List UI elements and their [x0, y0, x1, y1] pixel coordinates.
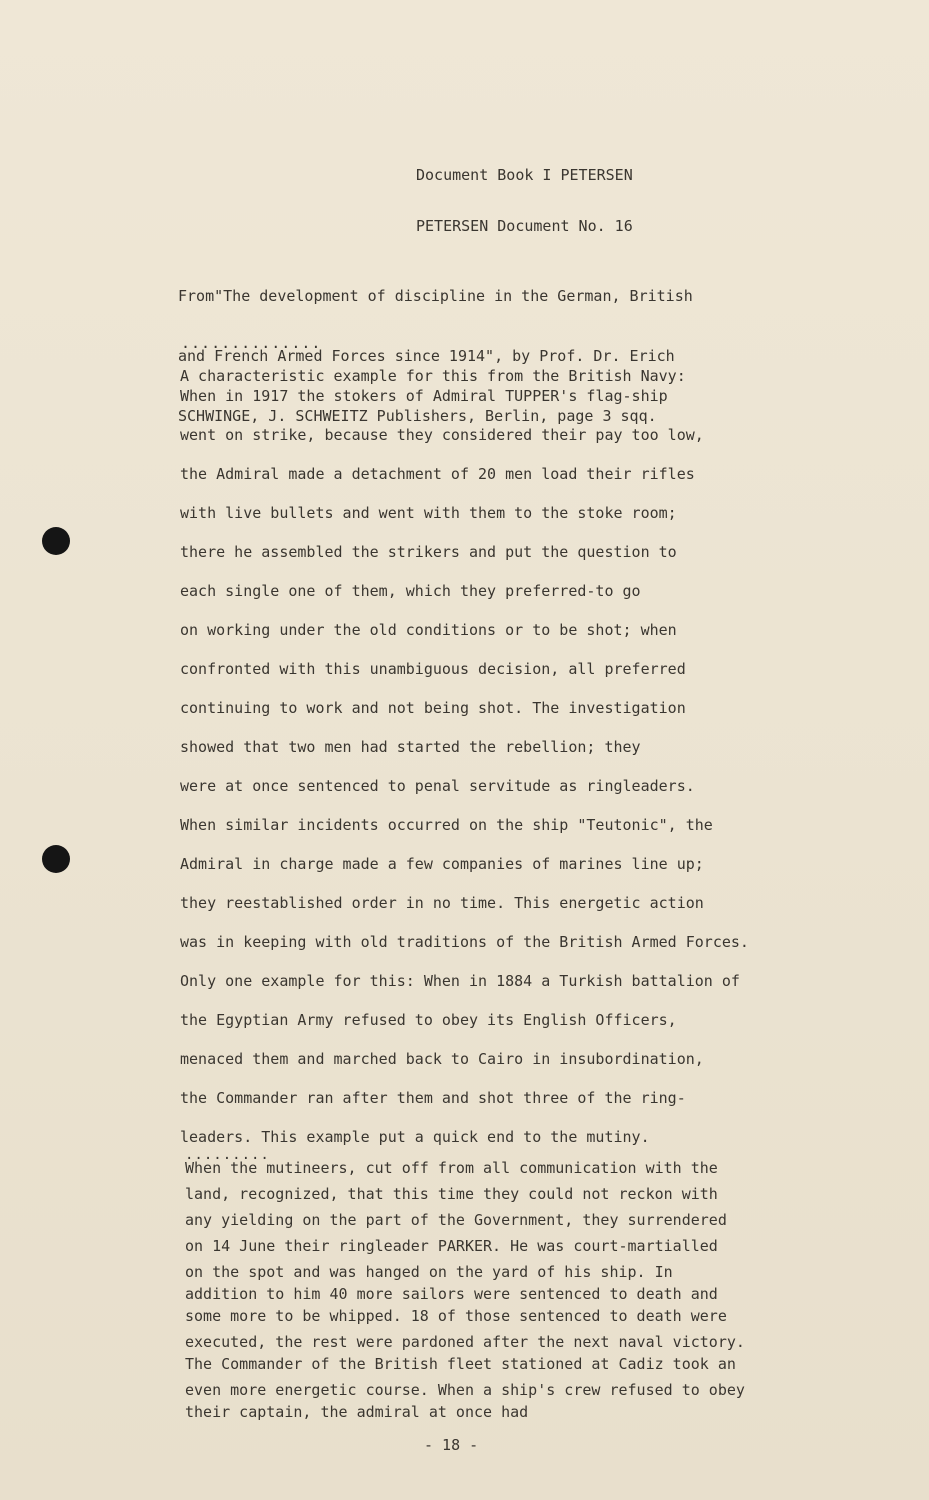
- text-line: even more energetic course. When a ship's crew refused to obey: [185, 1381, 745, 1399]
- text-line: The Commander of the British fleet stationed at Cadiz took an: [185, 1355, 736, 1373]
- separator-dots: ..............: [181, 334, 322, 352]
- text-line: they reestablished order in no time. This energetic action: [180, 894, 704, 912]
- text-line: were at once sentenced to penal servitude as ringleaders.: [180, 777, 695, 795]
- text-line: on the spot and was hanged on the yard of his ship. In: [185, 1263, 673, 1281]
- paragraph-main: [180, 366, 800, 1166]
- text-line: some more to be whipped. 18 of those sentenced to death were: [185, 1307, 727, 1325]
- text-line: leaders. This example put a quick end to the mutiny.: [180, 1128, 650, 1146]
- text-line: When similar incidents occurred on the ship "Teutonic", the: [180, 816, 713, 834]
- text-line: A characteristic example for this from the British Navy:: [180, 367, 686, 385]
- text-line: the Commander ran after them and shot three of the ring-: [180, 1089, 686, 1107]
- text-line: land, recognized, that this time they could not reckon with: [185, 1185, 718, 1203]
- paragraph-continued: [185, 1158, 805, 1428]
- text-line: their captain, the admiral at once had: [185, 1403, 529, 1421]
- text-line: each single one of them, which they preferred-to go: [180, 582, 641, 600]
- citation-line: and French Armed Forces since 1914", by Prof. Dr. Erich: [178, 347, 675, 365]
- text-line: was in keeping with old traditions of the British Armed Forces.: [180, 933, 749, 951]
- punch-hole: [42, 527, 70, 555]
- text-line: menaced them and marched back to Cairo in insubordination,: [180, 1050, 704, 1068]
- header-line: PETERSEN Document No. 16: [416, 217, 633, 235]
- citation-line: SCHWINGE, J. SCHWEITZ Publishers, Berlin, page 3 sqq.: [178, 407, 657, 425]
- text-line: went on strike, because they considered their pay too low,: [180, 426, 704, 444]
- text-line: the Egyptian Army refused to obey its English Officers,: [180, 1011, 677, 1029]
- text-line: confronted with this unambiguous decision, all preferred: [180, 660, 686, 678]
- text-line: Admiral in charge made a few companies of marines line up;: [180, 855, 704, 873]
- text-line: When the mutineers, cut off from all communication with the: [185, 1159, 718, 1177]
- text-line: executed, the rest were pardoned after the next naval victory.: [185, 1333, 745, 1351]
- header-line: Document Book I PETERSEN: [416, 166, 633, 184]
- text-line: on working under the old conditions or to be shot; when: [180, 621, 677, 639]
- text-line: continuing to work and not being shot. The investigation: [180, 699, 686, 717]
- text-line: Only one example for this: When in 1884 a Turkish battalion of: [180, 972, 740, 990]
- citation-line: From"The development of discipline in the German, British: [178, 287, 693, 305]
- text-line: with live bullets and went with them to the stoke room;: [180, 504, 677, 522]
- text-line: on 14 June their ringleader PARKER. He was court-martialled: [185, 1237, 718, 1255]
- text-line: When in 1917 the stokers of Admiral TUPPER's flag-ship: [180, 387, 668, 405]
- separator-dots: .........: [185, 1147, 270, 1163]
- text-line: showed that two men had started the rebellion; they: [180, 738, 641, 756]
- punch-hole: [42, 845, 70, 873]
- text-line: any yielding on the part of the Government, they surrendered: [185, 1211, 727, 1229]
- page-number: - 18 -: [424, 1436, 479, 1454]
- text-line: addition to him 40 more sailors were sentenced to death and: [185, 1285, 718, 1303]
- text-line: the Admiral made a detachment of 20 men load their rifles: [180, 465, 695, 483]
- text-line: there he assembled the strikers and put the question to: [180, 543, 677, 561]
